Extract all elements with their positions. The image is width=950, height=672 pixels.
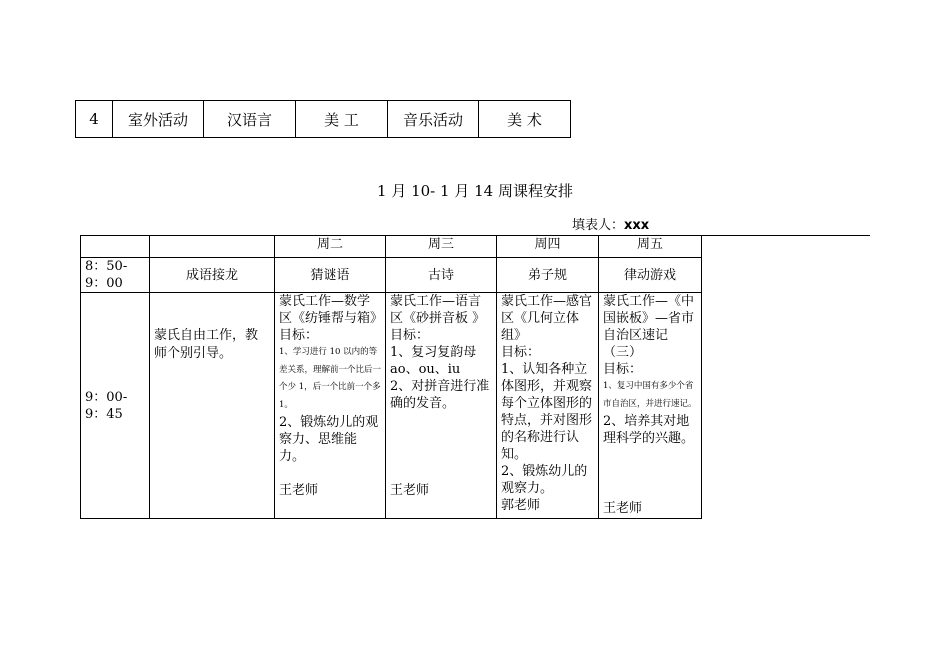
header-wednesday: 周三	[386, 236, 497, 258]
time-slot: 8：50-9：00	[81, 258, 150, 293]
goal-label: 目标：	[390, 328, 430, 343]
goal-item: 1、学习进行 10 以内的等差关系，理解前一个比后一个少 1，后一个比前一个多 1。	[279, 347, 382, 410]
header-tuesday: 周二	[275, 236, 386, 258]
header-friday: 周五	[599, 236, 702, 258]
thursday-cell	[497, 293, 599, 519]
activity-cell: 律动游戏	[599, 258, 702, 293]
filler-label: 填表人：	[572, 218, 625, 233]
activity-cell: 古诗	[386, 258, 497, 293]
goal-item: 2、对拼音进行准确的发音。	[390, 379, 490, 411]
cell-music: 音乐活动	[388, 101, 479, 138]
activity-row-table	[75, 100, 571, 138]
goal-label: 目标：	[279, 328, 319, 343]
goal-item: 2、锻炼幼儿的观察力、思维能力。	[279, 415, 379, 464]
wednesday-cell	[386, 293, 497, 519]
row-number: 4	[76, 101, 113, 138]
goal-item: 1、认知各种立体图形，并观察每个立体图形的特点，并对图形的名称进行认知。	[501, 362, 593, 462]
table-row	[81, 258, 702, 293]
schedule-table	[80, 235, 702, 519]
header-blank	[81, 236, 150, 258]
header-thursday: 周四	[497, 236, 599, 258]
time-slot: 9：00-9：45	[81, 293, 150, 519]
teacher-name: 王老师	[390, 483, 430, 498]
goal-label: 目标：	[501, 345, 541, 360]
cell-chinese: 汉语言	[204, 101, 296, 138]
tuesday-cell	[275, 293, 386, 519]
header-row	[81, 236, 702, 258]
cell-outdoor: 室外活动	[113, 101, 204, 138]
goal-label: 目标：	[603, 362, 643, 377]
header-blank	[150, 236, 275, 258]
table-row	[76, 101, 571, 138]
cell-crafts: 美 工	[296, 101, 388, 138]
activity-cell: 猜谜语	[275, 258, 386, 293]
page-title: 1 月 10- 1 月 14 周课程安排	[377, 182, 573, 200]
activity-title: 蒙氏工作—语言区《砂拼音板 》	[390, 294, 486, 326]
activity-title: 蒙氏工作—感官区《几何立体组》	[501, 294, 593, 343]
teacher-name: 郭老师	[501, 498, 541, 513]
monday-activity: 蒙氏自由工作，教师个别引导。	[154, 328, 259, 361]
goal-item: 2、培养其对地理科学的兴趣。	[603, 414, 695, 446]
goal-item: 1、复习复韵母 ao、ou、iu	[390, 345, 477, 377]
activity-cell: 成语接龙	[150, 258, 275, 293]
activity-title: 蒙氏工作—数学区《纺锤帮与箱》	[279, 294, 384, 326]
teacher-name: 王老师	[279, 483, 319, 498]
divider	[700, 235, 870, 236]
activity-cell: 弟子规	[497, 258, 599, 293]
filler-name: xxx	[624, 218, 650, 233]
goal-item: 2、锻炼幼儿的观察力。	[501, 464, 588, 496]
teacher-name: 王老师	[603, 501, 643, 516]
filler-line	[572, 214, 649, 233]
monday-cell	[150, 293, 275, 519]
activity-title: 蒙氏工作—《中国嵌板》—省市自治区速记（三）	[603, 294, 695, 360]
friday-cell	[599, 293, 702, 519]
goal-item: 1、复习中国有多少个省市自治区，并进行速记。	[603, 381, 697, 409]
table-row	[81, 293, 702, 519]
cell-art: 美 术	[479, 101, 571, 138]
